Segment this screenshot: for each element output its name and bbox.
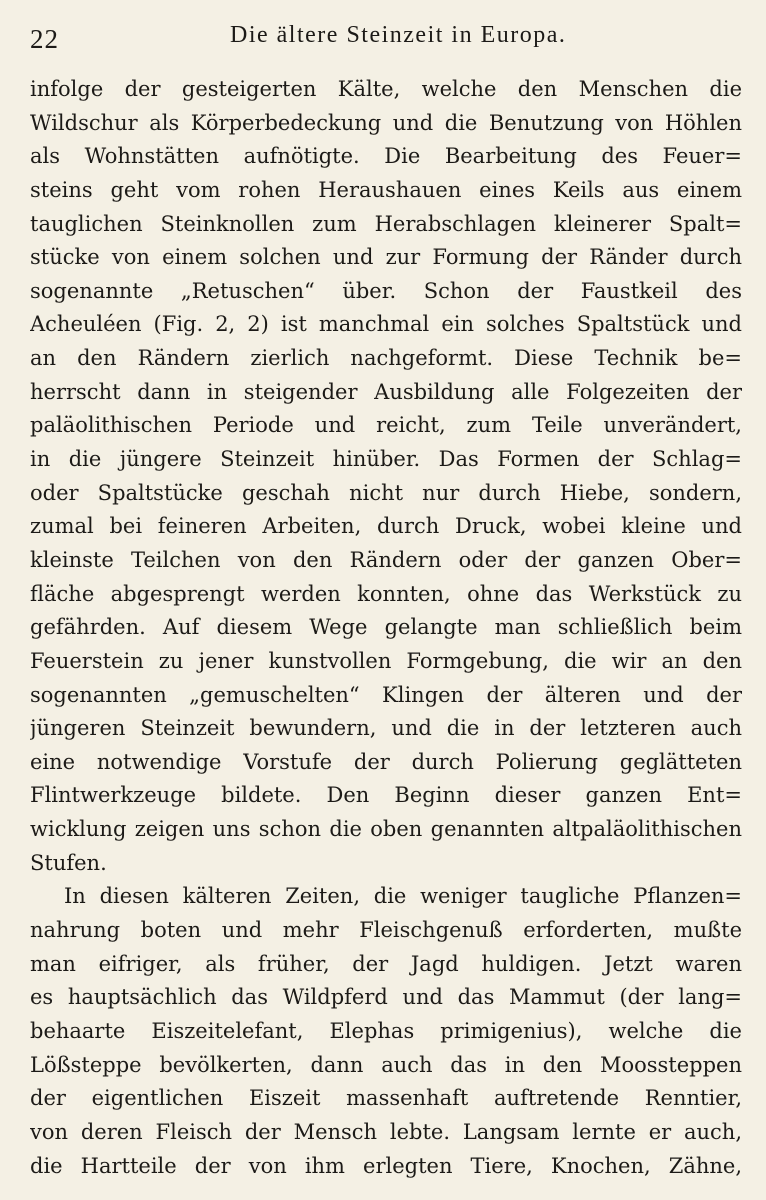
- page-number: 22: [30, 24, 59, 54]
- text-line: herrscht dann in steigender Ausbildung alle Folgezeiten der: [30, 379, 742, 404]
- text-line: Acheuléen (Fig. 2, 2) ist manchmal ein solches Spaltstück und: [30, 312, 742, 337]
- text-line: Feuerstein zu jener kunstvollen Formgebung, die wir an den: [30, 648, 742, 673]
- text-line: Stufen.: [30, 850, 107, 875]
- text-line: von deren Fleisch der Mensch lebte. Langsam lernte er auch,: [30, 1119, 742, 1144]
- text-line: jüngeren Steinzeit bewundern, und die in der letzteren auch: [30, 716, 742, 741]
- text-line: als Wohnstätten aufnötigte. Die Bearbeitung des Feuer=: [30, 144, 742, 169]
- text-line: In diesen kälteren Zeiten, die weniger taugliche Pflanzen=: [64, 884, 742, 909]
- text-line: behaarte Eiszeitelefant, Elephas primigenius), welche die: [30, 1018, 742, 1043]
- paragraph-2: [30, 880, 742, 1183]
- page-header: [30, 18, 742, 54]
- text-line: paläolithischen Periode und reicht, zum Teile unverändert,: [30, 413, 742, 438]
- body-text: [30, 73, 742, 1183]
- text-line: stücke von einem solchen und zur Formung der Ränder durch: [30, 245, 742, 270]
- text-line: es hauptsächlich das Wildpferd und das Mammut (der lang=: [30, 985, 742, 1010]
- text-line: oder Spaltstücke geschah nicht nur durch Hiebe, sondern,: [30, 480, 742, 505]
- text-line: tauglichen Steinknollen zum Herabschlagen kleinerer Spalt=: [30, 211, 742, 236]
- text-line: Lößsteppe bevölkerten, dann auch das in den Moossteppen: [30, 1052, 742, 1077]
- text-line: fläche abgesprengt werden konnten, ohne das Werkstück zu: [30, 581, 742, 606]
- running-title: Die ältere Steinzeit in Europa.: [230, 22, 567, 48]
- text-line: Flintwerkzeuge bildete. Den Beginn dieser ganzen Ent=: [30, 783, 742, 808]
- text-line: kleinste Teilchen von den Rändern oder der ganzen Ober=: [30, 547, 742, 572]
- text-line: zumal bei feineren Arbeiten, durch Druck, wobei kleine und: [30, 514, 742, 539]
- text-line: infolge der gesteigerten Kälte, welche den Menschen die: [30, 77, 742, 101]
- text-line: an den Rändern zierlich nachgeformt. Diese Technik be=: [30, 346, 742, 371]
- text-line: steins geht vom rohen Heraushauen eines Keils aus einem: [30, 177, 742, 202]
- text-line: man eifriger, als früher, der Jagd huldigen. Jetzt waren: [30, 951, 742, 976]
- text-line: in die jüngere Steinzeit hinüber. Das Formen der Schlag=: [30, 447, 742, 472]
- text-line: sogenannten „gemuschelten“ Klingen der älteren und der: [30, 682, 742, 707]
- text-line: der eigentlichen Eiszeit massenhaft auftretende Renntier,: [30, 1086, 742, 1111]
- text-line: wicklung zeigen uns schon die oben genannten altpaläolithischen: [30, 817, 742, 842]
- text-line: gefährden. Auf diesem Wege gelangte man schließlich beim: [30, 615, 742, 640]
- text-line: nahrung boten und mehr Fleischgenuß erforderten, mußte: [30, 918, 742, 943]
- text-line: Wildschur als Körperbedeckung und die Benutzung von Höhlen: [30, 110, 742, 135]
- text-line: eine notwendige Vorstufe der durch Polierung geglätteten: [30, 749, 742, 774]
- paragraph-1: [30, 73, 742, 880]
- text-line: sogenannte „Retuschen“ über. Schon der Faustkeil des: [30, 278, 742, 303]
- text-line: die Hartteile der von ihm erlegten Tiere, Knochen, Zähne,: [30, 1153, 742, 1178]
